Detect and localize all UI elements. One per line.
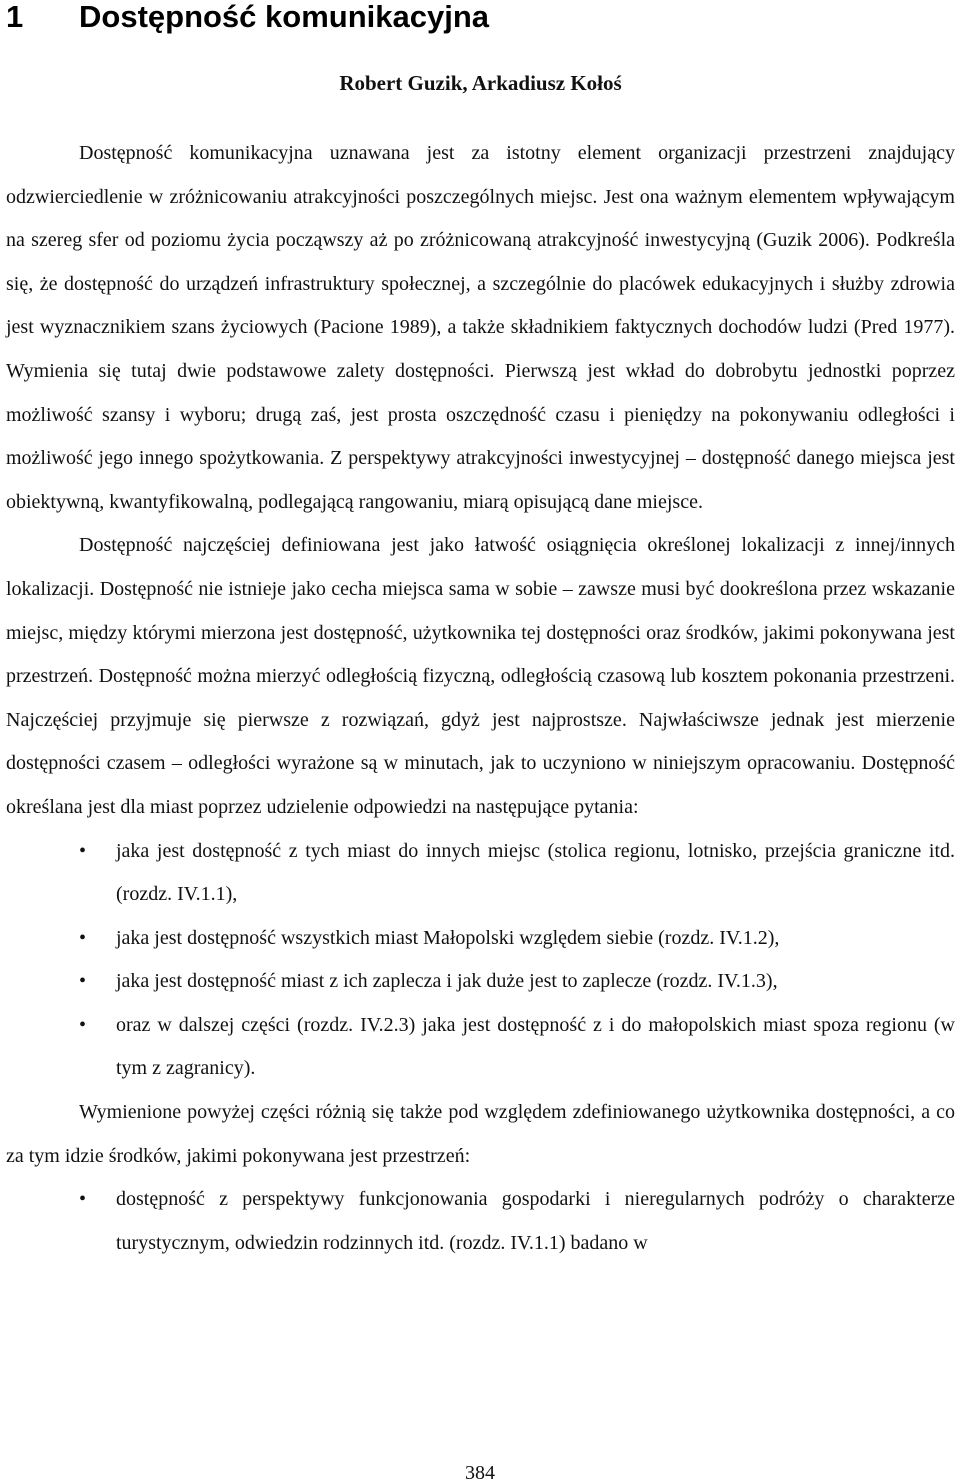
bullet-icon: • — [79, 1188, 87, 1211]
bullet-icon: • — [79, 1013, 87, 1036]
bullet-icon: • — [79, 926, 87, 949]
bullet-list — [6, 1178, 955, 1265]
list-item-text: jaka jest dostępność z tych miast do innych miejsc (stolica regionu, lotnisko, przejścia graniczne itd. (rozdz. IV.1.1), — [116, 839, 955, 906]
bullet-list — [6, 830, 955, 1092]
paragraph: Wymienione powyżej części różnią się także pod względem zdefiniowanego użytkownika dostępności, a co za tym idzie środków, jakimi pokonywana jest przestrzeń: — [6, 1101, 955, 1167]
list-item — [6, 1004, 955, 1091]
list-item — [6, 917, 955, 961]
list-item-text: jaka jest dostępność wszystkich miast Małopolski względem siebie (rozdz. IV.1.2), — [116, 926, 780, 949]
section-number: 1 — [6, 0, 24, 34]
authors-line: Robert Guzik, Arkadiusz Kołoś — [339, 71, 622, 95]
page-number: 384 — [465, 1462, 495, 1484]
list-item — [6, 960, 955, 1004]
document-page — [6, 0, 955, 1265]
list-item-text: oraz w dalszej części (rozdz. IV.2.3) jaka jest dostępność z i do małopolskich miast spoza regionu (w tym z zagranicy). — [116, 1013, 955, 1080]
list-item — [6, 1178, 955, 1265]
list-item-text: jaka jest dostępność miast z ich zaplecza i jak duże jest to zaplecze (rozdz. IV.1.3), — [116, 970, 778, 993]
paragraph: Dostępność komunikacyjna uznawana jest za istotny element organizacji przestrzeni znajdujący odzwierciedlenie w zróżnicowaniu atrakcyjności poszczególnych miejsc. Jest ona ważnym elementem wpływającym na szereg sfer od poziomu życia począwszy aż po zróżnicowaną atrakcyjność inwestycyjną (Guzik 2006). Podkreśla się, że dostępność do urządzeń infrastruktury społecznej, a szczególnie do placówek edukacyjnych i służby zdrowia jest wyznacznikiem szans życiowych (Pacione 1989), a także składnikiem faktycznych dochodów ludzi (Pred 1977). Wymienia się tutaj dwie podstawowe zalety dostępności. Pierwszą jest wkład do dobrobytu jednostki poprzez możliwość szansy i wyboru; drugą zaś, jest prosta oszczędność czasu i pieniędzy na pokonywaniu odległości i możliwość jego innego spożytkowania. Z perspektywy atrakcyjności inwestycyjnej – dostępność danego miejsca jest obiektywną, kwantyfikowalną, podlegającą rangowaniu, miarą opisującą dane miejsce. — [6, 142, 955, 513]
bullet-icon: • — [79, 839, 87, 862]
paragraph: Dostępność najczęściej definiowana jest jako łatwość osiągnięcia określonej lokalizacji z innej/innych lokalizacji. Dostępność nie istnieje jako cecha miejsca sama w sobie – zawsze musi być dookreślona przez wskazanie miejsc, między którymi mierzona jest dostępność, użytkownika tej dostępności oraz środków, jakimi pokonywana jest przestrzeń. Dostępność można mierzyć odległością fizyczną, odległością czasową lub kosztem pokonania przestrzeni. Najczęściej przyjmuje się pierwsze z rozwiązań, gdyż jest najprostsze. Najwłaściwsze jednak jest mierzenie dostępności czasem – odległości wyrażone są w minutach, jak to uczyniono w niniejszym opracowaniu. Dostępność określana jest dla miast poprzez udzielenie odpowiedzi na następujące pytania: — [6, 534, 955, 818]
list-item — [6, 830, 955, 917]
section-title: Dostępność komunikacyjna — [79, 0, 490, 34]
list-item-text: dostępność z perspektywy funkcjonowania gospodarki i nieregularnych podróży o charakterze turystycznym, odwiedzin rodzinnych itd. (rozdz. IV.1.1) badano w — [116, 1188, 955, 1254]
body-text — [6, 132, 955, 1265]
bullet-icon: • — [79, 970, 87, 993]
section-heading — [6, 0, 955, 34]
